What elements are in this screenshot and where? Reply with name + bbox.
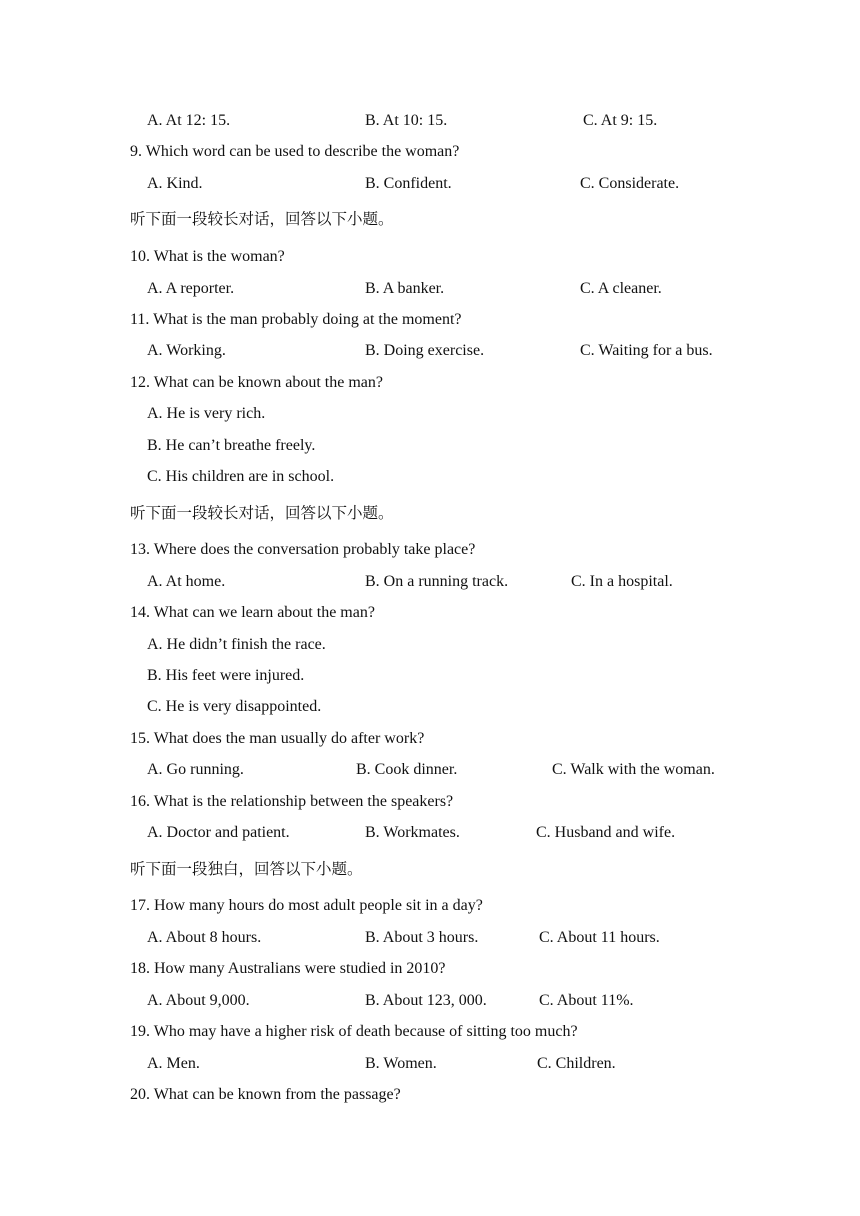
option-a: A. He is very rich.	[147, 405, 266, 422]
option-c: C. About 11%.	[539, 992, 634, 1009]
option-c: C. At 9: 15.	[583, 112, 658, 129]
option-b: B. Doing exercise.	[365, 342, 485, 359]
option-a: A. At 12: 15.	[147, 112, 231, 129]
option-b: B. He can’t breathe freely.	[147, 437, 316, 454]
question-18: 18. How many Australians were studied in 2010?	[130, 960, 446, 977]
option-c: C. A cleaner.	[580, 280, 662, 297]
question-14: 14. What can we learn about the man?	[130, 604, 375, 621]
section-instruction: 听下面一段较长对话，回答以下小题。	[130, 504, 394, 522]
section-instruction: 听下面一段独白，回答以下小题。	[130, 860, 363, 878]
option-b: B. On a running track.	[365, 573, 509, 590]
option-b: B. Cook dinner.	[356, 761, 458, 778]
question-16: 16. What is the relationship between the speakers?	[130, 793, 454, 810]
option-c: C. Children.	[537, 1055, 616, 1072]
option-c: C. Considerate.	[580, 175, 680, 192]
option-a: A. About 8 hours.	[147, 929, 262, 946]
question-13: 13. Where does the conversation probably take place?	[130, 541, 476, 558]
question-11: 11. What is the man probably doing at the moment?	[130, 311, 462, 328]
option-b: B. Workmates.	[365, 824, 460, 841]
option-a: A. Working.	[147, 342, 226, 359]
option-c: C. His children are in school.	[147, 468, 335, 485]
option-b: B. His feet were injured.	[147, 667, 305, 684]
question-19: 19. Who may have a higher risk of death because of sitting too much?	[130, 1023, 578, 1040]
option-a: A. He didn’t finish the race.	[147, 636, 326, 653]
option-a: A. Men.	[147, 1055, 200, 1072]
question-9: 9. Which word can be used to describe the woman?	[130, 143, 460, 160]
question-20: 20. What can be known from the passage?	[130, 1086, 401, 1103]
option-c: C. Husband and wife.	[536, 824, 676, 841]
question-15: 15. What does the man usually do after work?	[130, 730, 425, 747]
section-instruction: 听下面一段较长对话，回答以下小题。	[130, 210, 394, 228]
question-17: 17. How many hours do most adult people sit in a day?	[130, 897, 483, 914]
option-a: A. Doctor and patient.	[147, 824, 290, 841]
option-c: C. About 11 hours.	[539, 929, 660, 946]
option-c: C. He is very disappointed.	[147, 698, 322, 715]
question-12: 12. What can be known about the man?	[130, 374, 383, 391]
option-c: C. Waiting for a bus.	[580, 342, 713, 359]
option-b: B. About 3 hours.	[365, 929, 479, 946]
option-c: C. Walk with the woman.	[552, 761, 715, 778]
option-b: B. About 123, 000.	[365, 992, 487, 1009]
option-a: A. At home.	[147, 573, 226, 590]
option-a: A. Go running.	[147, 761, 244, 778]
option-b: B. A banker.	[365, 280, 445, 297]
question-10: 10. What is the woman?	[130, 248, 285, 265]
option-a: A. About 9,000.	[147, 992, 250, 1009]
option-b: B. Confident.	[365, 175, 452, 192]
option-c: C. In a hospital.	[571, 573, 673, 590]
option-b: B. At 10: 15.	[365, 112, 448, 129]
option-b: B. Women.	[365, 1055, 437, 1072]
option-a: A. Kind.	[147, 175, 203, 192]
option-a: A. A reporter.	[147, 280, 235, 297]
